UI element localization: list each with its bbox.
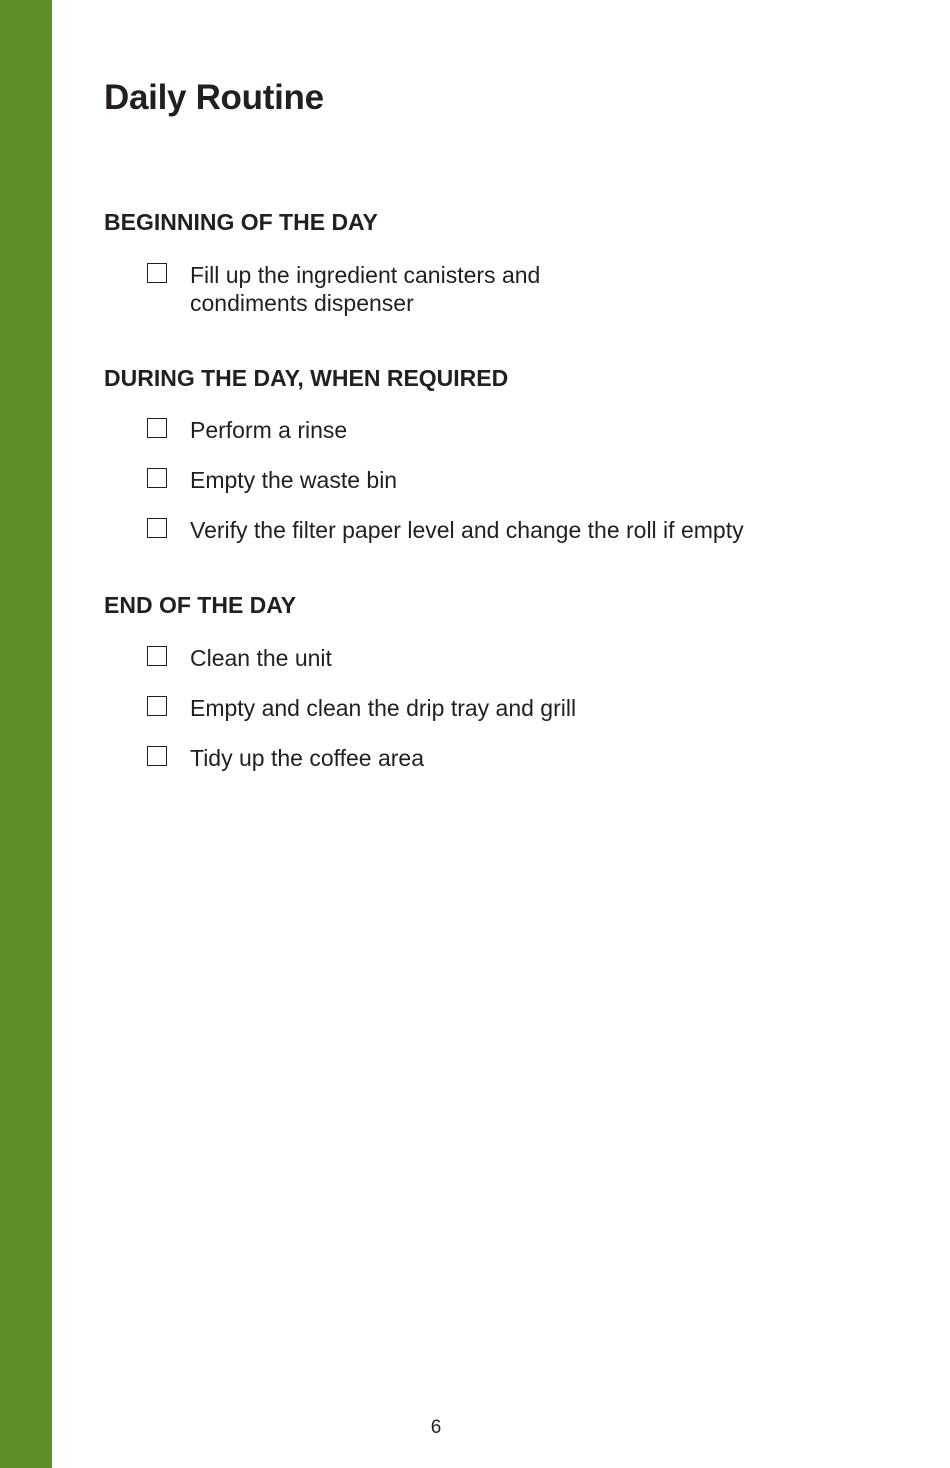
checkbox[interactable] [147,696,167,716]
checkbox[interactable] [147,418,167,438]
checklist-item-text: Fill up the ingredient canisters and [190,262,541,288]
checkbox[interactable] [147,518,167,538]
checklist-item-text: Perform a rinse [190,417,348,443]
checkbox[interactable] [147,746,167,766]
checkbox[interactable] [147,646,167,666]
checklist-item-text: Empty the waste bin [190,467,398,493]
checklist-item-text: Tidy up the coffee area [190,745,424,771]
checklist-item-text: Verify the filter paper level and change the roll if empty [190,517,744,543]
page-title: Daily Routine [104,78,324,117]
checkbox[interactable] [147,263,167,283]
section-heading-end-of-day: END OF THE DAY [104,592,297,618]
checkbox[interactable] [147,468,167,488]
checklist-item-text: Empty and clean the drip tray and grill [190,695,577,721]
checklist-item-text: Clean the unit [190,645,332,671]
section-heading-beginning-of-day: BEGINNING OF THE DAY [104,209,378,235]
green-side-bar [0,0,52,1468]
page-number: 6 [430,1417,442,1438]
section-heading-during-day: DURING THE DAY, WHEN REQUIRED [104,365,509,391]
checklist-item-text-continued: condiments dispenser [190,290,414,316]
